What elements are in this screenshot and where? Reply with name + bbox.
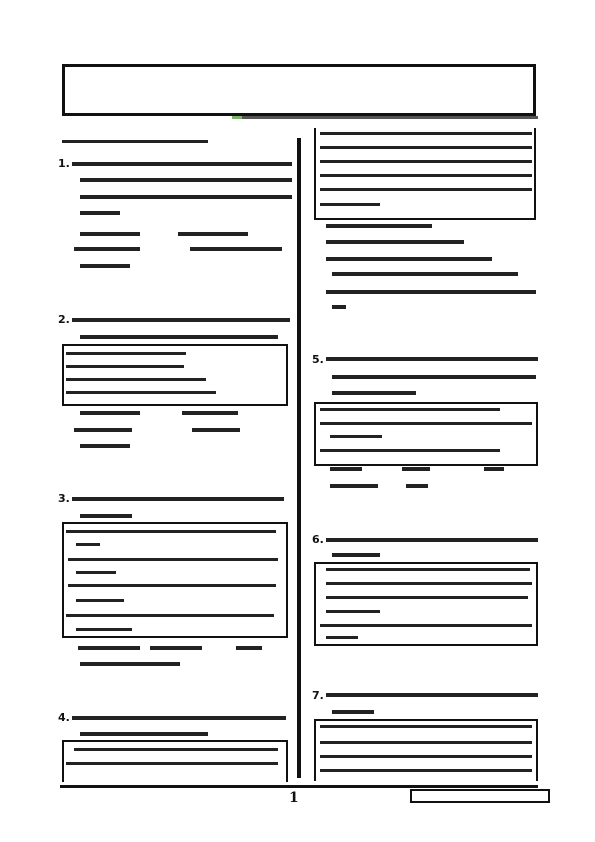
page-number: 1: [289, 790, 299, 806]
statement-box: [314, 562, 538, 646]
question-number: 4.: [58, 711, 70, 724]
section-heading: [62, 140, 208, 143]
statement-box: [314, 402, 538, 466]
statement-box: [62, 740, 288, 782]
question-number: 7.: [312, 689, 324, 702]
title-box: [62, 64, 536, 116]
title-shadow: [240, 116, 538, 119]
statement-box: [62, 522, 288, 638]
question-number: 6.: [312, 533, 324, 546]
statement-box: [314, 128, 536, 220]
footer-box: [410, 789, 550, 803]
question-number: 5.: [312, 353, 324, 366]
question-number: 3.: [58, 492, 70, 505]
statement-box: [314, 719, 538, 781]
question-number: 2.: [58, 313, 70, 326]
title-accent: [232, 116, 242, 119]
statement-box: [62, 344, 288, 406]
column-divider: [297, 138, 301, 778]
footer-rule: [60, 785, 538, 788]
question-number: 1.: [58, 157, 70, 170]
